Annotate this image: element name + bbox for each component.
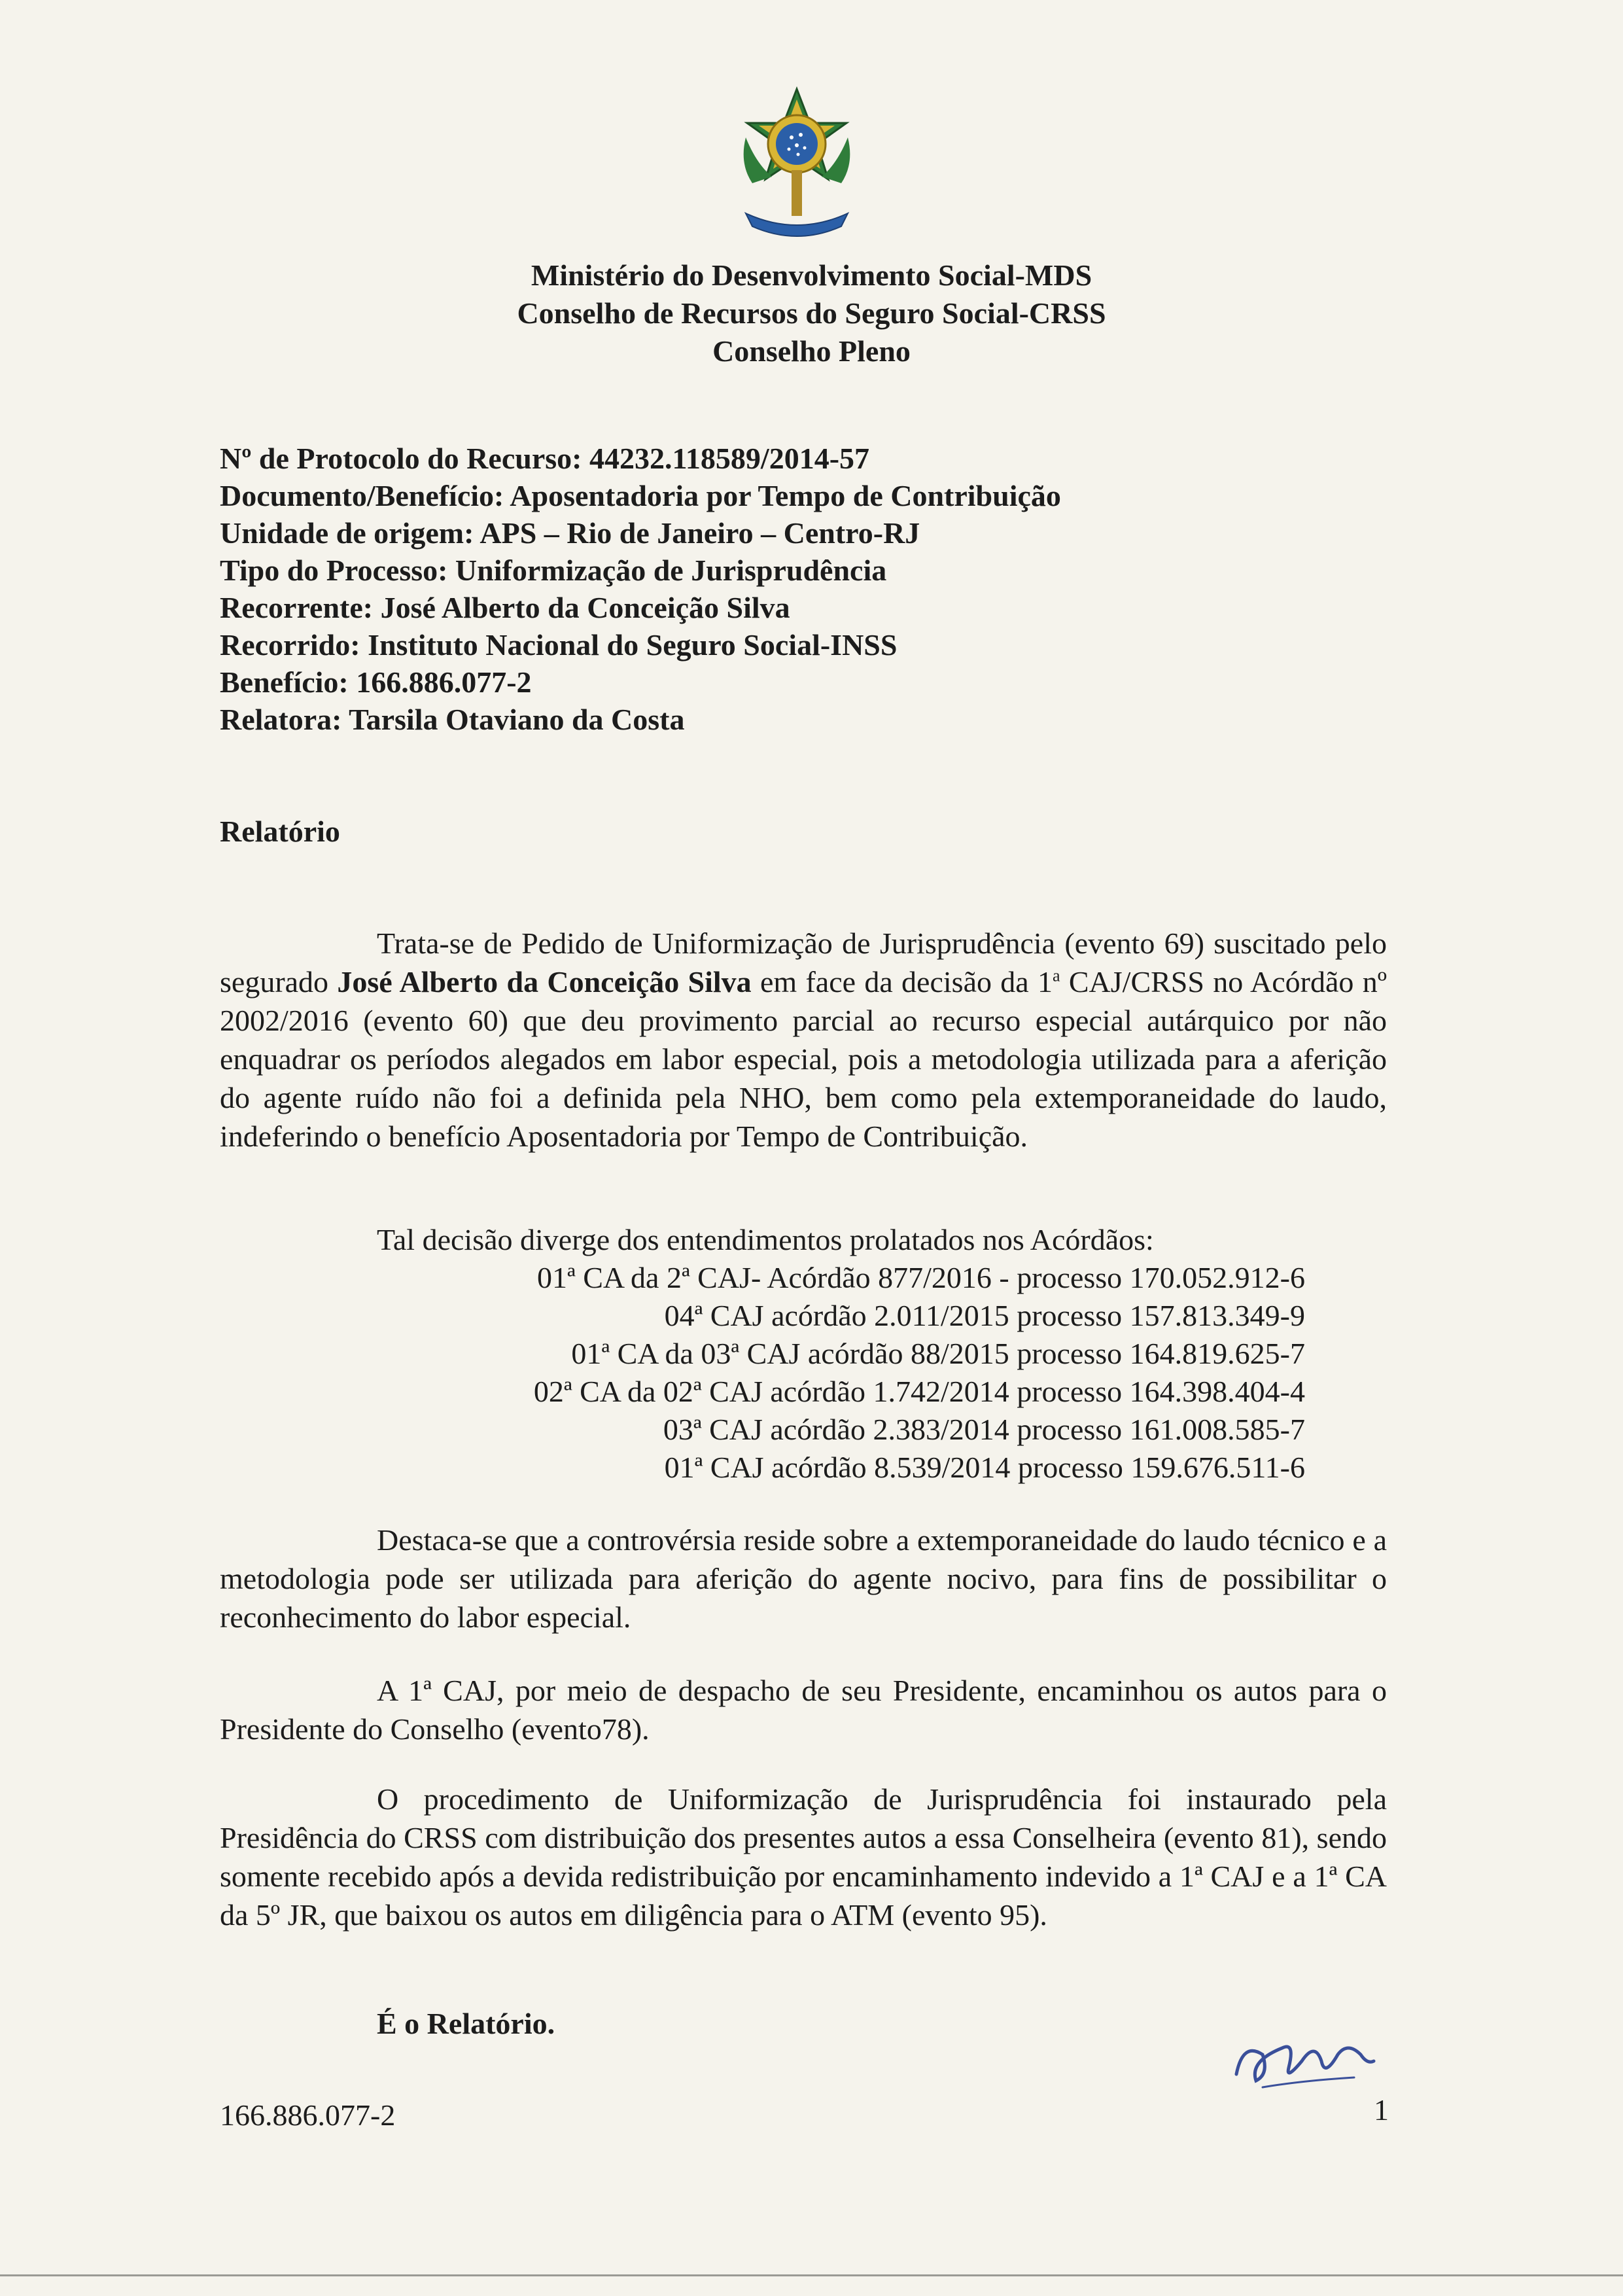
case-metadata (220, 440, 1061, 738)
paragraph-1-superscript: a (1053, 966, 1060, 985)
rapporteur: Relatora: Tarsila Otaviano da Costa (220, 703, 685, 736)
protocol-number: Nº de Protocolo do Recurso: 44232.118589/2014-57 (220, 442, 870, 475)
benefit-number: Benefício: 166.886.077-2 (220, 665, 532, 699)
paragraph-1-part-a: Trata-se de Pedido de Uniformização de Jurisprudência (evento 69) suscitado pelo segurado (220, 927, 1387, 998)
brazil-coat-of-arms-emblem (726, 85, 867, 239)
section-title: Relatório (220, 815, 340, 848)
acordao-item: 04ª CAJ acórdão 2.011/2015 processo 157.813.349-9 (664, 1299, 1305, 1332)
page-bottom-rule (0, 2274, 1623, 2276)
paragraph-4: O procedimento de Uniformização de Jurisprudência foi instaurado pela Presidência do CRSS com distribuição dos presentes autos a essa Conselheira (evento 81), sendo somente recebido após a devida redistribuição por encaminhamento indevido a 1ª CAJ e a 1ª CA da 5º JR, que baixou os autos em diligência para o ATM (evento 95). (220, 1782, 1387, 1932)
council-body: Conselho Pleno (712, 334, 911, 368)
process-type: Tipo do Processo: Uniformização de Jurisprudência (220, 554, 887, 587)
acordao-item: 01ª CA da 03ª CAJ acórdão 88/2015 processo 164.819.625-7 (571, 1337, 1305, 1370)
emblem-ribbon (746, 213, 848, 236)
acordao-item: 01ª CAJ acórdão 8.539/2014 processo 159.676.511-6 (664, 1451, 1305, 1484)
council-name: Conselho de Recursos do Seguro Social-CRSS (517, 296, 1106, 330)
paragraph-1 (220, 924, 1387, 1156)
document-header (0, 256, 1623, 370)
paragraph-3: A 1ª CAJ, por meio de despacho de seu Presidente, encaminhou os autos para o Presidente do Conselho (evento78). (220, 1674, 1387, 1746)
appellee: Recorrido: Instituto Nacional do Seguro Social-INSS (220, 628, 898, 662)
acordao-item: 01ª CA da 2ª CAJ- Acórdão 877/2016 - processo 170.052.912-6 (537, 1261, 1305, 1294)
footer-benefit-number: 166.886.077-2 (220, 2098, 396, 2132)
paragraph-1-part-d: CAJ/CRSS no Acórdão nº 2002/2016 (evento 60) que deu provimento parcial ao recurso especial autárquico por não enquadrar os períodos alegados em labor especial, pois a metodologia utilizada para a aferição do agente ruído não foi a definida pela NHO, bem como pela extemporaneidade do laudo, indeferindo o benefício Aposentadoria por Tempo de Contribuição. (220, 965, 1387, 1153)
acordao-item: 02ª CA da 02ª CAJ acórdão 1.742/2014 processo 164.398.404-4 (533, 1375, 1305, 1408)
origin-unit: Unidade de origem: APS – Rio de Janeiro – Centro-RJ (220, 516, 920, 550)
acordao-item: 03ª CAJ acórdão 2.383/2014 processo 161.008.585-7 (663, 1413, 1305, 1446)
closing-statement: É o Relatório. (377, 2007, 555, 2040)
page-number: 1 (1374, 2093, 1389, 2127)
document-benefit: Documento/Benefício: Aposentadoria por Tempo de Contribuição (220, 479, 1061, 512)
appellant: Recorrente: José Alberto da Conceição Silva (220, 591, 790, 624)
acordaos-list (534, 1259, 1305, 1487)
emblem-sword (792, 170, 802, 216)
ministry-name: Ministério do Desenvolvimento Social-MDS (531, 258, 1092, 292)
paragraph-2: Destaca-se que a controvérsia reside sobre a extemporaneidade do laudo técnico e a metodologia pode ser utilizada para aferição do agente nocivo, para fins de possibilitar o reconhecimento do labor especial. (220, 1523, 1387, 1634)
paragraph-1-part-c: em face da decisão da 1 (751, 965, 1053, 998)
paragraph-1-appellant-name: José Alberto da Conceição Silva (337, 965, 752, 998)
acordaos-intro: Tal decisão diverge dos entendimentos prolatados nos Acórdãos: (377, 1223, 1154, 1256)
signature-initials (1223, 2015, 1380, 2100)
